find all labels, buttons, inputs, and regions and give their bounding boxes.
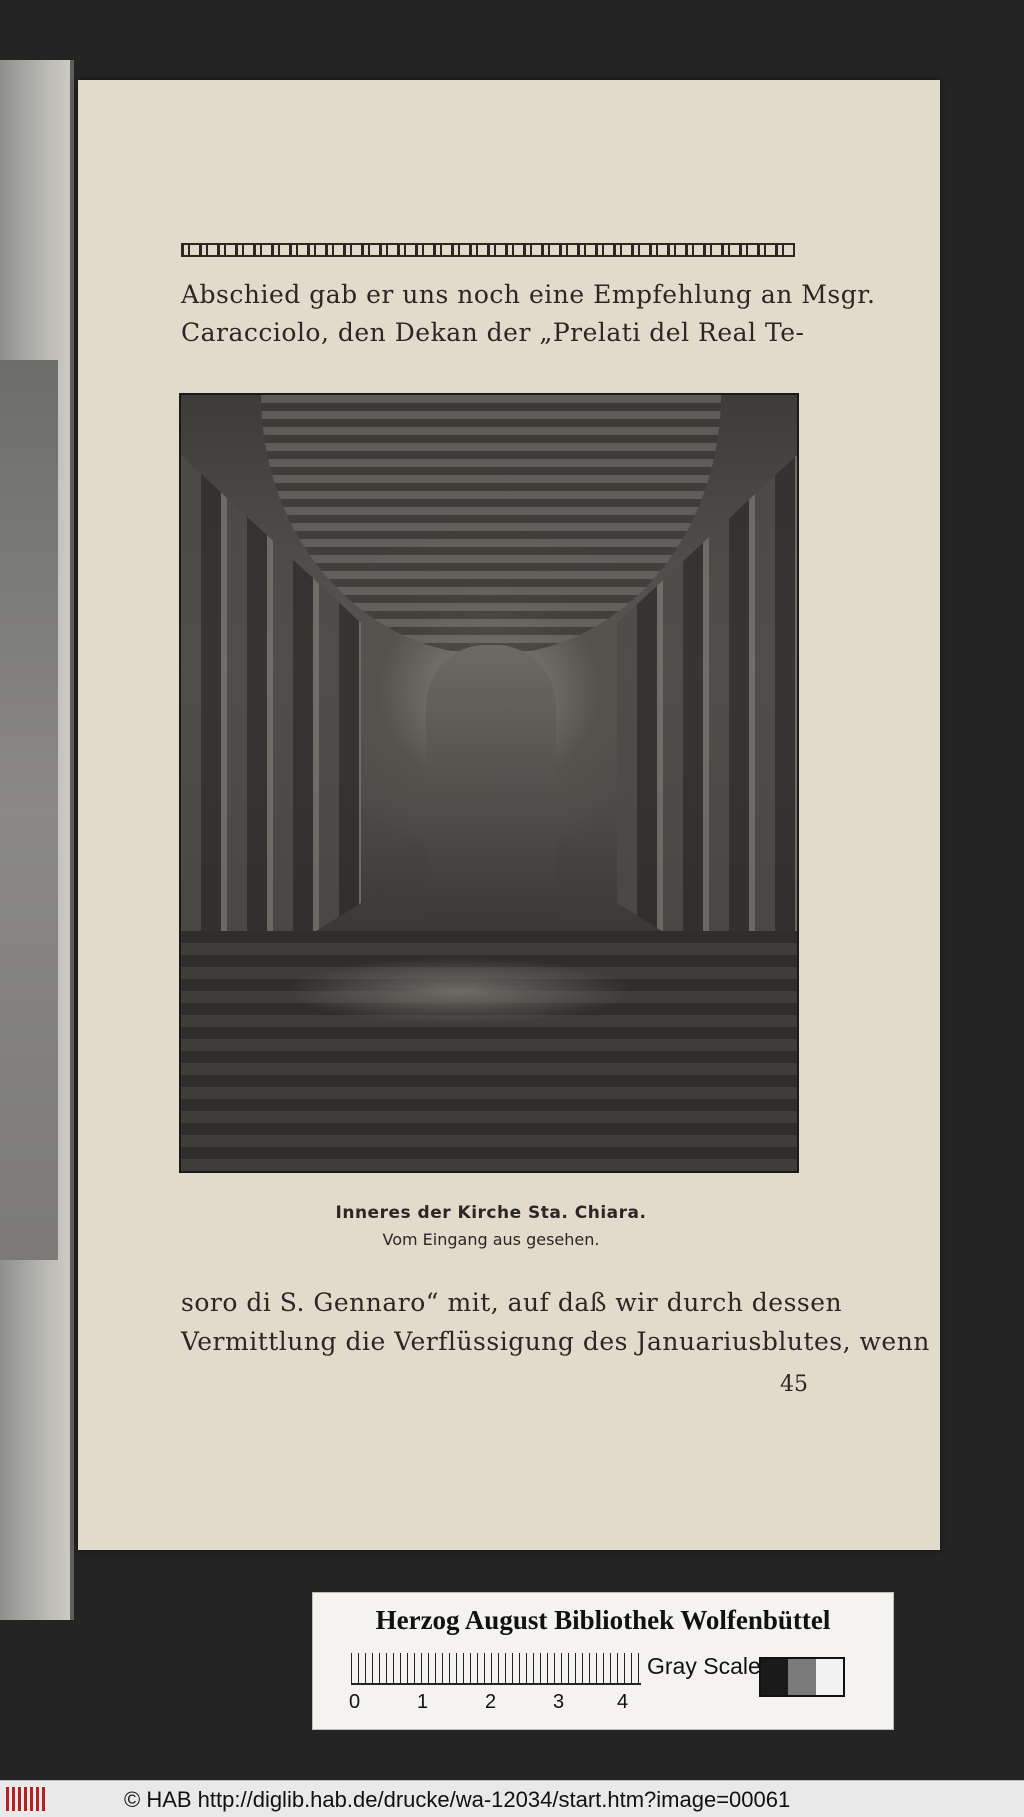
- book-page: [78, 80, 940, 1550]
- page-edge: [70, 60, 74, 1620]
- altar: [426, 645, 556, 925]
- church-interior-photo: [179, 393, 799, 1173]
- ruler-label: 0: [349, 1691, 361, 1713]
- gray-scale-swatch: [759, 1657, 845, 1697]
- adjacent-page: [0, 60, 74, 1620]
- ruler-label: 1: [417, 1691, 429, 1713]
- text-line: Abschied gab er uns noch eine Empfehlung an Msgr.: [181, 280, 876, 309]
- gray-swatch-light: [816, 1659, 843, 1695]
- ruler-label: 3: [553, 1691, 565, 1713]
- figure-caption-subtitle: Vom Eingang aus gesehen.: [382, 1230, 600, 1249]
- text-line: soro di S. Gennaro“ mit, auf daß wir durch dessen: [181, 1288, 843, 1317]
- gray-swatch-mid: [788, 1659, 815, 1695]
- ruler: [351, 1653, 641, 1685]
- text-line: Vermittlung die Verflüssigung des Januariusblutes, wenn: [181, 1327, 930, 1356]
- library-name: Herzog August Bibliothek Wolfenbüttel: [375, 1605, 831, 1635]
- footer-bar: [0, 1780, 1024, 1817]
- adjacent-page-photo: [0, 360, 58, 1260]
- footer-link[interactable]: © HAB http://diglib.hab.de/drucke/wa-12034/start.htm?image=00061: [124, 1787, 791, 1812]
- gray-scale-label: Gray Scale: [647, 1653, 761, 1679]
- nave-floor: [181, 931, 797, 1171]
- color-scale-card: [312, 1592, 894, 1730]
- ruler-label: 2: [485, 1691, 497, 1713]
- ornamental-border: [181, 243, 795, 257]
- hab-logo-icon: [6, 1787, 46, 1811]
- gray-swatch-dark: [761, 1659, 788, 1695]
- ruler-label: 4: [617, 1691, 629, 1713]
- figure-caption-title: Inneres der Kirche Sta. Chiara.: [335, 1203, 647, 1223]
- text-line: Caracciolo, den Dekan der „Prelati del Real Te-: [181, 318, 805, 347]
- page-number: 45: [780, 1372, 808, 1397]
